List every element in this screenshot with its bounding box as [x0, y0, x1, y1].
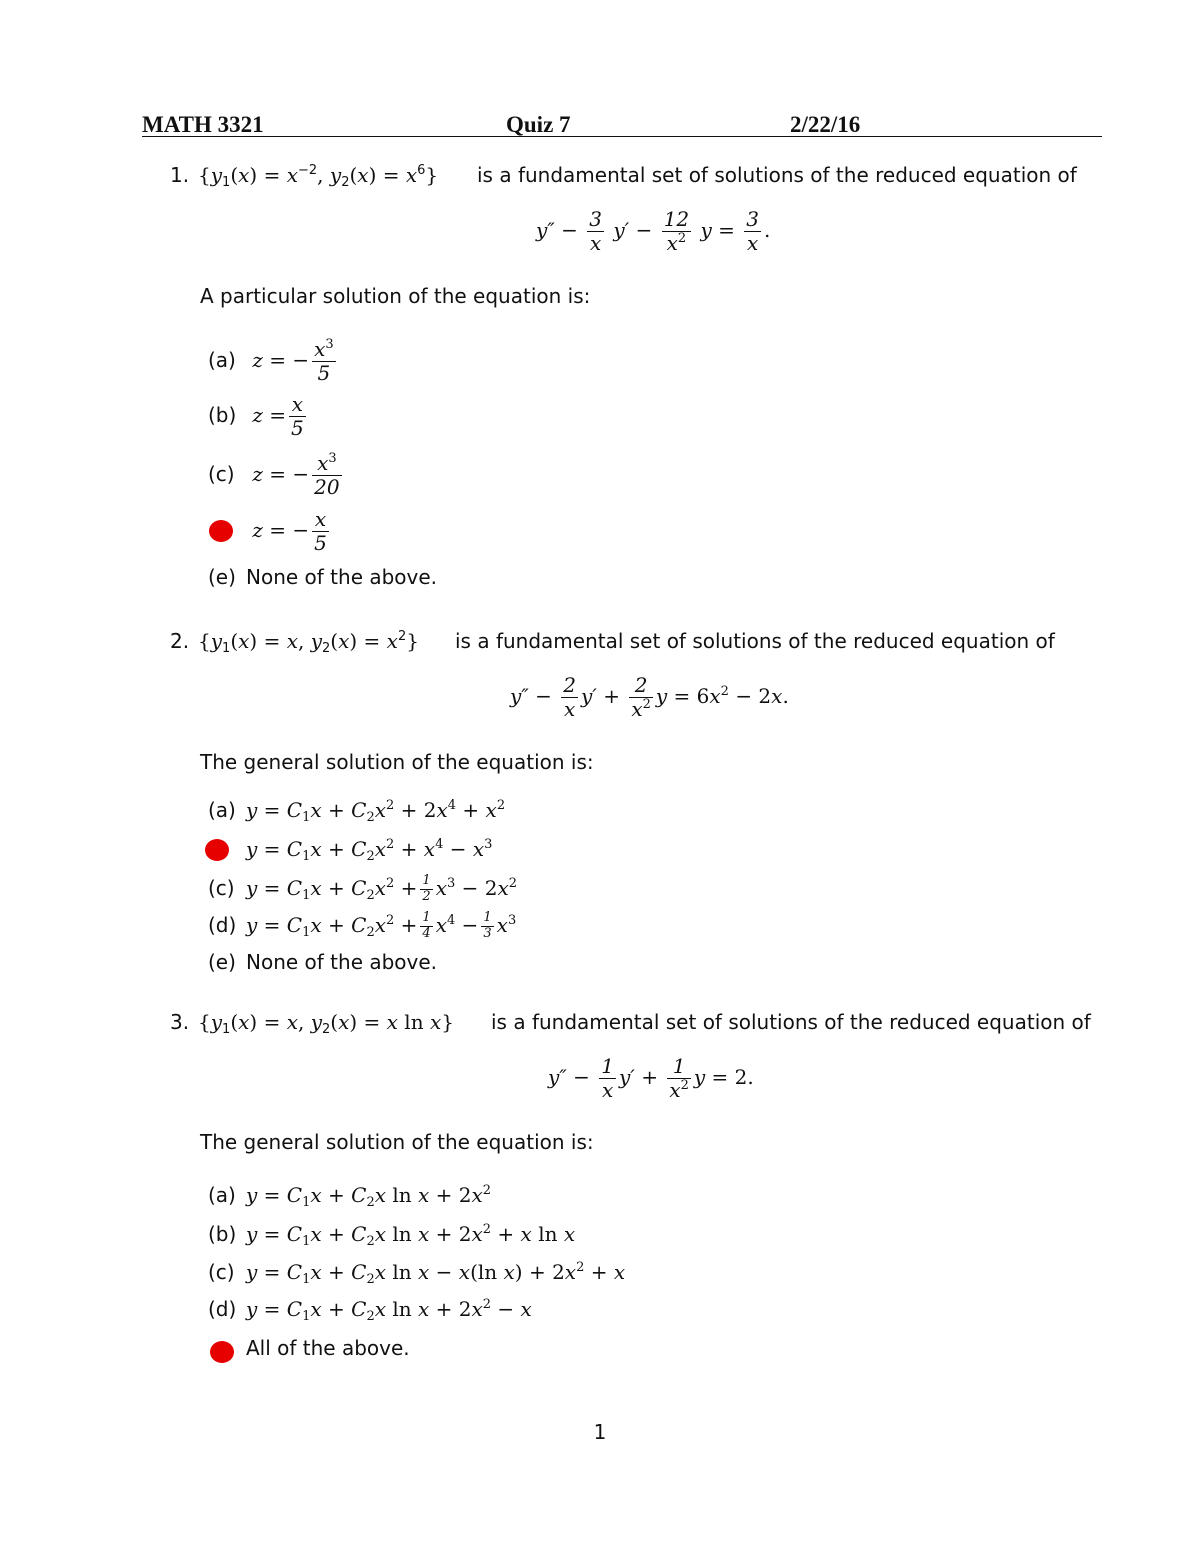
question-prompt: A particular solution of the equation is:: [200, 284, 591, 308]
header-rule: [142, 136, 1102, 137]
question-prompt: The general solution of the equation is:: [200, 1130, 594, 1154]
quiz-date: 2/22/16: [790, 112, 861, 137]
option-e[interactable]: (e) None of the above.: [208, 565, 438, 589]
question-intro: is a fundamental set of solutions of the reduced equation of: [491, 1010, 1091, 1034]
page-number: 1: [593, 1420, 607, 1444]
option-d[interactable]: (d) $y = C_1x + C_2x^2$ + $\frac{1}{4}$ $x^4$ − $\frac{1}{3}$ $x^3$: [208, 910, 517, 941]
option-b[interactable]: (b) z = $\frac{x}{5}$: [208, 392, 304, 440]
question-number: 2.: [170, 629, 190, 653]
fundamental-set: {$y_1(x) = x$, $y_2(x) = x^2$}: [198, 629, 419, 656]
question-intro: is a fundamental set of solutions of the reduced equation of: [477, 163, 1077, 187]
option-d[interactable]: (d) $y = C_1x + C_2x$ $\ln x + 2x^2 - x$: [208, 1297, 532, 1324]
option-c[interactable]: (c) $y = C_1x + C_2x$ ln x − x(ln $x) + 2x^2 + x$: [208, 1260, 626, 1287]
option-c[interactable]: (c) $y = C_1x + C_2x^2$ + $\frac{1}{2}$ $x^3 - 2x^2$: [208, 873, 518, 904]
differential-equation: y″ − $\frac{3}{x}$ y′ − $\frac{12}{x^2}$ y = $\frac{3}{x}$ .: [536, 207, 771, 255]
question-number: 3.: [170, 1010, 190, 1034]
option-c[interactable]: (c) z = − $\frac{x^3}{20}$: [208, 451, 340, 499]
fundamental-set: {$y_1(x) = x^{-2}$, $y_2(x) = x^6$}: [198, 163, 439, 190]
option-a[interactable]: (a) z = − $\frac{x^3}{5}$: [208, 337, 334, 385]
option-a[interactable]: (a) $y = C_1x + C_2x^2 + 2x^4 + x^2$: [208, 798, 506, 825]
option-e[interactable]: All of the above.: [246, 1336, 410, 1360]
page-header: [142, 108, 1102, 138]
differential-equation: y″ − $\frac{1}{x}$ y′ + $\frac{1}{x^2}$ y = 2.: [548, 1054, 754, 1102]
course-code: MATH 3321: [142, 112, 264, 137]
answer-mark: [209, 520, 233, 542]
option-b[interactable]: (b) $y = C_1x + C_2x$ $\ln x + 2x^2 + x$ ln x: [208, 1222, 576, 1249]
option-e[interactable]: (e) None of the above.: [208, 950, 438, 974]
option-b[interactable]: $y = C_1x + C_2x^2 + x^4 - x^3$: [246, 837, 493, 864]
quiz-title: Quiz 7: [506, 112, 571, 137]
differential-equation: y″ − $\frac{2}{x}$ y′ + $\frac{2}{x^2}$ $y = 6x^2 - 2x$.: [510, 673, 789, 721]
question-prompt: The general solution of the equation is:: [200, 750, 594, 774]
question-number: 1.: [170, 163, 190, 187]
option-d[interactable]: z = − $\frac{x}{5}$: [246, 507, 327, 555]
answer-mark: [210, 1341, 234, 1363]
question-intro: is a fundamental set of solutions of the reduced equation of: [455, 629, 1055, 653]
option-a[interactable]: (a) $y = C_1x + C_2x$ $\ln x + 2x^2$: [208, 1183, 492, 1210]
answer-mark: [205, 839, 229, 861]
fundamental-set: {$y_1(x) = x$, $y_2(x) = x$ ln x}: [198, 1010, 454, 1037]
